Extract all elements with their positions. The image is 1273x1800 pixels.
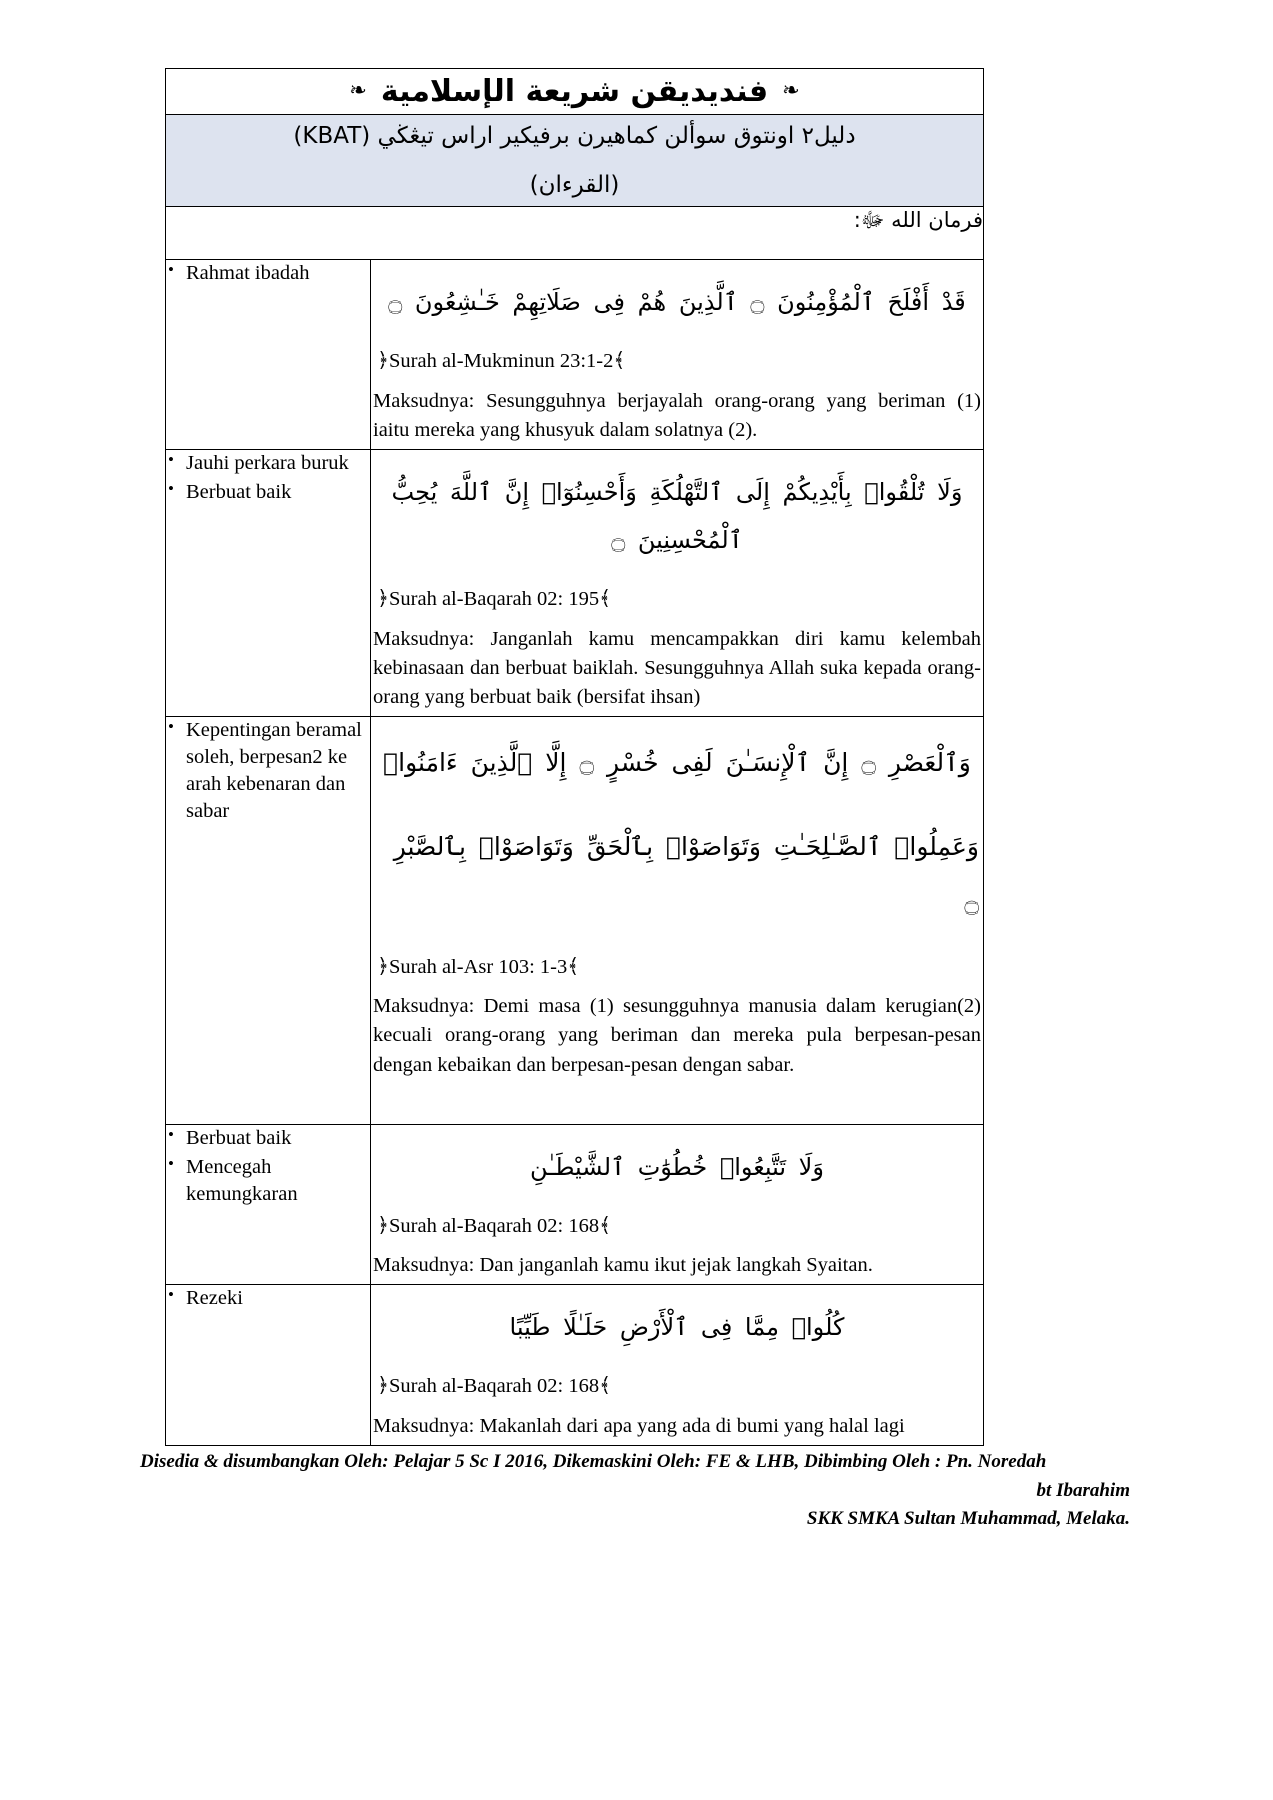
idea-cell bbox=[166, 449, 371, 716]
list-item: • Mencegah kemungkaran bbox=[166, 1154, 370, 1208]
meaning-text: Maksudnya: Sesungguhnya berjayalah orang-orang yang beriman (1) iaitu mereka yang khusyuk dalam solatnya (2). bbox=[373, 389, 981, 441]
content-table bbox=[165, 68, 984, 1446]
title-row bbox=[166, 69, 984, 115]
subtitle-line-2: (القرءان) bbox=[529, 171, 620, 198]
idea-cell bbox=[166, 1124, 371, 1285]
firman-row bbox=[166, 207, 984, 260]
table-row bbox=[166, 449, 984, 716]
surah-reference: ﴿Surah al-Asr 103: 1-3﴾ bbox=[377, 955, 580, 978]
ornament-right-icon: ❧ bbox=[349, 78, 367, 102]
document-title-arabic bbox=[166, 69, 983, 114]
list-item: • Kepentingan beramal soleh, berpesan2 ke arah kebenaran dan sabar bbox=[166, 717, 370, 825]
page-footer bbox=[140, 1448, 1140, 1534]
list-item: • Rezeki bbox=[166, 1285, 370, 1312]
subtitle-line-1: دليل٢ اونتوق سوألن کماهيرن برفيکير اراس تيڠڬي (KBAT) bbox=[293, 123, 856, 149]
ayah-text: قَدْ أَفْلَحَ ٱلْمُؤْمِنُونَ ۝ ٱلَّذِينَ هُمْ فِى صَلَاتِهِمْ خَـٰشِعُونَ ۝ bbox=[388, 288, 966, 317]
footer-line-3: SKK SMKA Sultan Muhammad, Melaka. bbox=[806, 1508, 1130, 1529]
meaning-text: Maksudnya: Makanlah dari apa yang ada di bumi yang halal lagi bbox=[373, 1415, 905, 1438]
list-item: • Berbuat baik bbox=[166, 1125, 370, 1152]
firman-text: فرمان الله ﷻ: bbox=[853, 208, 983, 233]
list-item: • Rahmat ibadah bbox=[166, 260, 370, 287]
idea-list bbox=[166, 1285, 370, 1312]
meaning-text: Maksudnya: Dan janganlah kamu ikut jejak langkah Syaitan. bbox=[373, 1254, 873, 1277]
verse-cell bbox=[371, 1285, 984, 1446]
idea-list bbox=[166, 450, 370, 506]
footer-line-1: Disedia & disumbangkan Oleh: Pelajar 5 Sc I 2016, Dikemaskini Oleh: FE & LHB, Dibimbing Oleh : Pn. Noredah bbox=[140, 1451, 1047, 1472]
footer-line-2: bt Ibarahim bbox=[1036, 1479, 1130, 1501]
verse-cell bbox=[371, 716, 984, 1124]
verse-cell bbox=[371, 1124, 984, 1285]
idea-cell bbox=[166, 716, 371, 1124]
surah-reference: ﴿Surah al-Baqarah 02: 168﴾ bbox=[377, 1375, 612, 1398]
ayah-text: وَلَا تَتَّبِعُوا۟ خُطُوَٰتِ ٱلشَّيْطَـٰنِ bbox=[530, 1152, 824, 1181]
idea-list bbox=[166, 717, 370, 825]
ayah-text: كُلُوا۟ مِمَّا فِى ٱلْأَرْضِ حَلَـٰلًا طَيِّبًا bbox=[509, 1313, 845, 1342]
surah-reference: ﴿Surah al-Mukminun 23:1-2﴾ bbox=[377, 350, 626, 373]
idea-cell bbox=[166, 260, 371, 450]
list-item: • Berbuat baik bbox=[166, 479, 370, 506]
ayah-text-continued: وَعَمِلُوا۟ ٱلصَّـٰلِحَـٰتِ وَتَوَاصَوْا۟ بِٱلْحَقِّ وَتَوَاصَوْا۟ بِٱلصَّبْرِ ۝ bbox=[393, 832, 979, 918]
idea-list bbox=[166, 1125, 370, 1208]
meaning-text: Maksudnya: Janganlah kamu mencampakkan diri kamu kelembah kebinasaan dan berbuat baiklah. Sesungguhnya Allah suka kepada orang-orang yang berbuat baik (bersifat ihsan) bbox=[373, 627, 981, 708]
surah-reference: ﴿Surah al-Baqarah 02: 195﴾ bbox=[377, 587, 612, 610]
idea-list bbox=[166, 260, 370, 287]
subtitle-row bbox=[166, 115, 984, 207]
ornament-left-icon: ❧ bbox=[782, 78, 800, 102]
verse-cell bbox=[371, 449, 984, 716]
title-cell bbox=[166, 69, 984, 115]
table-row bbox=[166, 1124, 984, 1285]
row-spacer bbox=[371, 1084, 983, 1124]
title-text: فنديديقن شريعة الإسلامية bbox=[380, 74, 769, 109]
table-row bbox=[166, 716, 984, 1124]
verse-cell bbox=[371, 260, 984, 450]
firman-cell bbox=[166, 207, 984, 260]
idea-cell bbox=[166, 1285, 371, 1446]
meaning-text: Maksudnya: Demi masa (1) sesungguhnya manusia dalam kerugian(2) kecuali orang-orang yang beriman dan mereka pula berpesan-pesan dengan kebaikan dan berpesan-pesan dengan sabar. bbox=[373, 995, 981, 1076]
ayah-text: وَٱلْعَصْرِ ۝ إِنَّ ٱلْإِنسَـٰنَ لَفِى خُسْرٍ ۝ إِلَّا ٱلَّذِينَ ءَامَنُوا۟ bbox=[383, 747, 971, 777]
ayah-text: وَلَا تُلْقُوا۟ بِأَيْدِيكُمْ إِلَى ٱلتَّهْلُكَةِ وَأَحْسِنُوٓا۟ إِنَّ ٱللَّهَ يُحِبُّ ٱلْمُحْسِنِينَ ۝ bbox=[391, 477, 963, 554]
list-item: • Jauhi perkara buruk bbox=[166, 450, 370, 477]
table-row bbox=[166, 1285, 984, 1446]
surah-reference: ﴿Surah al-Baqarah 02: 168﴾ bbox=[377, 1214, 612, 1237]
table-row bbox=[166, 260, 984, 450]
subtitle-cell bbox=[166, 115, 984, 207]
